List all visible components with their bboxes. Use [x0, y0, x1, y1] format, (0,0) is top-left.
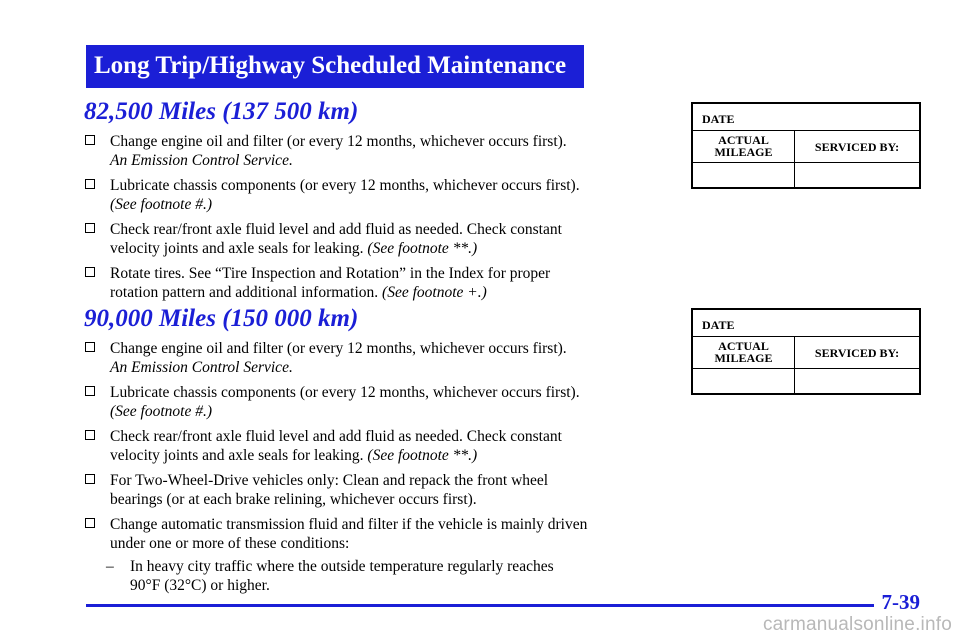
- page-title: Long Trip/Highway Scheduled Maintenance: [94, 52, 567, 79]
- serviced-by-header: SERVICED BY:: [795, 131, 919, 163]
- footer-rule: [86, 604, 874, 607]
- checklist-item: Change engine oil and filter (or every 12 months, whichever occurs first). An Emission Control Service.: [84, 132, 580, 170]
- checklist-item: Check rear/front axle fluid level and add fluid as needed. Check constant velocity joints and axle seals for leaking. (See footnote **.): [84, 220, 580, 258]
- checklist-item: For Two-Wheel-Drive vehicles only: Clean and repack the front wheel bearings (or at each brake relining, whichever occurs first).: [84, 471, 587, 509]
- sub-condition-item: – In heavy city traffic where the outside temperature regularly reaches 90°F (32°C) or higher.: [106, 558, 554, 594]
- checkbox-icon[interactable]: [85, 135, 95, 145]
- section-title: 90,000 Miles (150 000 km): [84, 305, 359, 332]
- section-90000: [84, 305, 587, 595]
- checklist-item: Change engine oil and filter (or every 12 months, whichever occurs first). An Emission Control Service.: [84, 339, 587, 377]
- checkbox-icon[interactable]: [85, 518, 95, 528]
- checkbox-icon[interactable]: [85, 179, 95, 189]
- mileage-cell[interactable]: [693, 369, 795, 393]
- serviced-by-header: SERVICED BY:: [795, 337, 919, 369]
- service-log-box: [691, 102, 921, 189]
- checkbox-icon[interactable]: [85, 474, 95, 484]
- checklist-item: Change automatic transmission fluid and filter if the vehicle is mainly driven under one or more of these conditions:: [84, 515, 587, 553]
- page-number: 7-39: [881, 590, 920, 614]
- dash-bullet: –: [106, 558, 114, 575]
- watermark: carmanualsonline.info: [762, 614, 952, 635]
- header-bar: [86, 45, 584, 88]
- serviced-by-cell[interactable]: [795, 163, 919, 187]
- checklist-item: Lubricate chassis components (or every 12 months, whichever occurs first). (See footnote #.): [84, 383, 587, 421]
- mileage-header: ACTUAL MILEAGE: [693, 337, 795, 369]
- checkbox-icon[interactable]: [85, 267, 95, 277]
- checklist-item: Lubricate chassis components (or every 12 months, whichever occurs first). (See footnote #.): [84, 176, 580, 214]
- date-field[interactable]: DATE: [693, 310, 919, 337]
- checkbox-icon[interactable]: [85, 430, 95, 440]
- service-log-box: [691, 308, 921, 395]
- mileage-header: ACTUAL MILEAGE: [693, 131, 795, 163]
- checkbox-icon[interactable]: [85, 342, 95, 352]
- checkbox-icon[interactable]: [85, 223, 95, 233]
- checklist-item: Check rear/front axle fluid level and add fluid as needed. Check constant velocity joints and axle seals for leaking. (See footnote **.): [84, 427, 587, 465]
- checklist-item: Rotate tires. See “Tire Inspection and Rotation” in the Index for proper rotation pattern and additional information. (See footnote +.): [84, 264, 580, 302]
- serviced-by-cell[interactable]: [795, 369, 919, 393]
- section-82500: [84, 98, 580, 308]
- date-field[interactable]: DATE: [693, 104, 919, 131]
- section-title: 82,500 Miles (137 500 km): [84, 98, 359, 125]
- checkbox-icon[interactable]: [85, 386, 95, 396]
- mileage-cell[interactable]: [693, 163, 795, 187]
